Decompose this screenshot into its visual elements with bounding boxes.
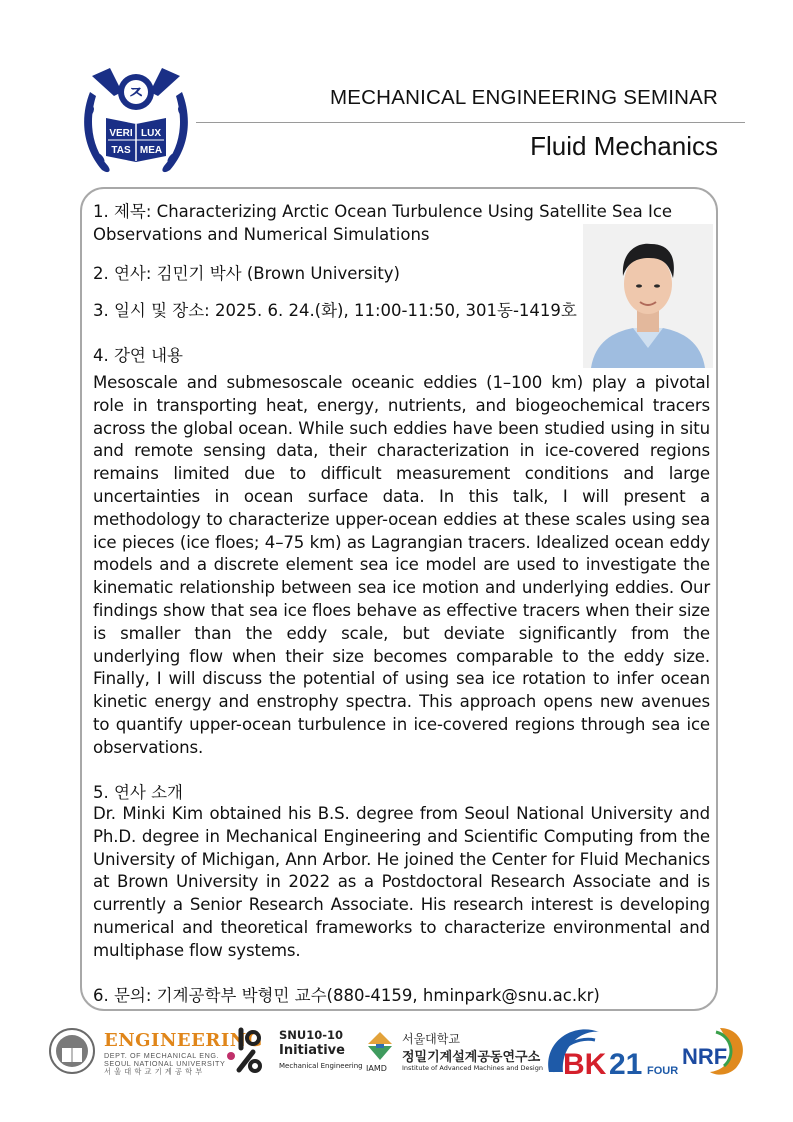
logo-text-veri: VERI <box>109 128 133 139</box>
seminar-series-title: MECHANICAL ENGINEERING SEMINAR <box>330 86 718 109</box>
logo-text-lux: LUX <box>141 128 161 139</box>
seminar-field-subtitle: Fluid Mechanics <box>530 131 718 161</box>
bk21-four-logo <box>543 1022 680 1078</box>
snu1010-title: SNU10-10 <box>279 1028 344 1042</box>
snu1010-dept: Mechanical Engineering <box>279 1062 363 1070</box>
header-divider <box>196 122 745 123</box>
abstract-text: Mesoscale and submesoscale oceanic eddies (1–100 km) play a pivotal role in transporting heat, energy, nutrients, and biogeochemical tracers across the global ocean. While such eddies have been studied using in situ and remote sensing data, their characterization in ice-covered regions remains limited due to difficult measurement conditions and large uncertainties in ocean surface data. In this talk, I will present a methodology to characterize upper-ocean eddies at these scales using sea ice pieces (ice floes; 4–75 km) as Lagrangian tracers. Idealized ocean eddy models and a discrete element sea ice model are used to investigate the kinematic relationship between sea ice motion and underlying eddies. Our findings show that sea ice floes behave as effective tracers when their size is smaller than the eddy scale, but deviate significantly from the underlying flow when their size becomes comparable to the eddy size. Finally, I will discuss the potential of using sea ice rotation to infer ocean kinetic energy and enstrophy spectra. This approach opens new avenues to quantify upper-ocean turbulence in ice-covered regions through sea ice observations. <box>93 373 710 757</box>
iamd-institute-en: Institute of Advanced Machines and Design <box>402 1064 543 1072</box>
bio-text: Dr. Minki Kim obtained his B.S. degree from Seoul National University and Ph.D. degree in Mechanical Engineering and Scientific Computing from the University of Michigan, Ann Arbor. He joined the Center for Fluid Mechanics at Brown University in 2022 as a Postdoctoral Research Associate and is currently a Senior Research Associate. His research interest is developing numerical and theoretical frameworks to characterize environmental and multiphase flow systems. <box>93 804 710 960</box>
bk21-number-text: 21 <box>609 1048 643 1078</box>
sponsor-logo-footer <box>0 1018 793 1078</box>
snu1010-initiative: Initiative <box>279 1043 345 1058</box>
bk21-four-text: FOUR <box>647 1065 679 1077</box>
speaker-line: 2. 연사: 김민기 박사 (Brown University) <box>93 264 400 283</box>
bk21-bk-text: BK <box>563 1048 607 1078</box>
iamd-abbr: IAMD <box>366 1064 387 1073</box>
talk-title-line-2: Observations and Numerical Simulations <box>93 225 430 244</box>
contact-line: 6. 문의: 기계공학부 박형민 교수(880-4159, hminpark@snu.ac.kr) <box>93 986 600 1005</box>
bio-heading: 5. 연사 소개 <box>93 783 183 802</box>
iamd-mark-logo <box>366 1030 394 1062</box>
snu1010-mark-logo <box>225 1026 265 1074</box>
snu-seal-small-logo <box>48 1026 96 1076</box>
iamd-university-kr: 서울대학교 <box>402 1032 460 1046</box>
engineering-logo-university: SEOUL NATIONAL UNIVERSITY <box>104 1059 226 1068</box>
engineering-logo-title: ENGINEERING <box>104 1030 263 1051</box>
datetime-location-line: 3. 일시 및 장소: 2025. 6. 24.(화), 11:00-11:50, 301동-1419호 <box>93 301 577 320</box>
abstract-heading: 4. 강연 내용 <box>93 346 183 365</box>
iamd-institute-kr: 정밀기계설계공동연구소 <box>402 1050 541 1065</box>
snu-emblem-logo <box>78 62 194 182</box>
engineering-logo-dept: DEPT. OF MECHANICAL ENG. <box>104 1051 220 1060</box>
engineering-logo-korean: 서 울 대 학 교 기 계 공 학 부 <box>104 1067 203 1076</box>
svg-text:ㅈ: ㅈ <box>127 83 145 104</box>
logo-text-tas: TAS <box>111 145 131 156</box>
talk-title-line-1: 1. 제목: Characterizing Arctic Ocean Turbulence Using Satellite Sea Ice <box>93 202 673 221</box>
nrf-logo <box>680 1022 750 1078</box>
logo-text-mea: MEA <box>139 145 163 156</box>
nrf-text: NRF <box>682 1044 728 1069</box>
speaker-photo <box>583 224 713 368</box>
